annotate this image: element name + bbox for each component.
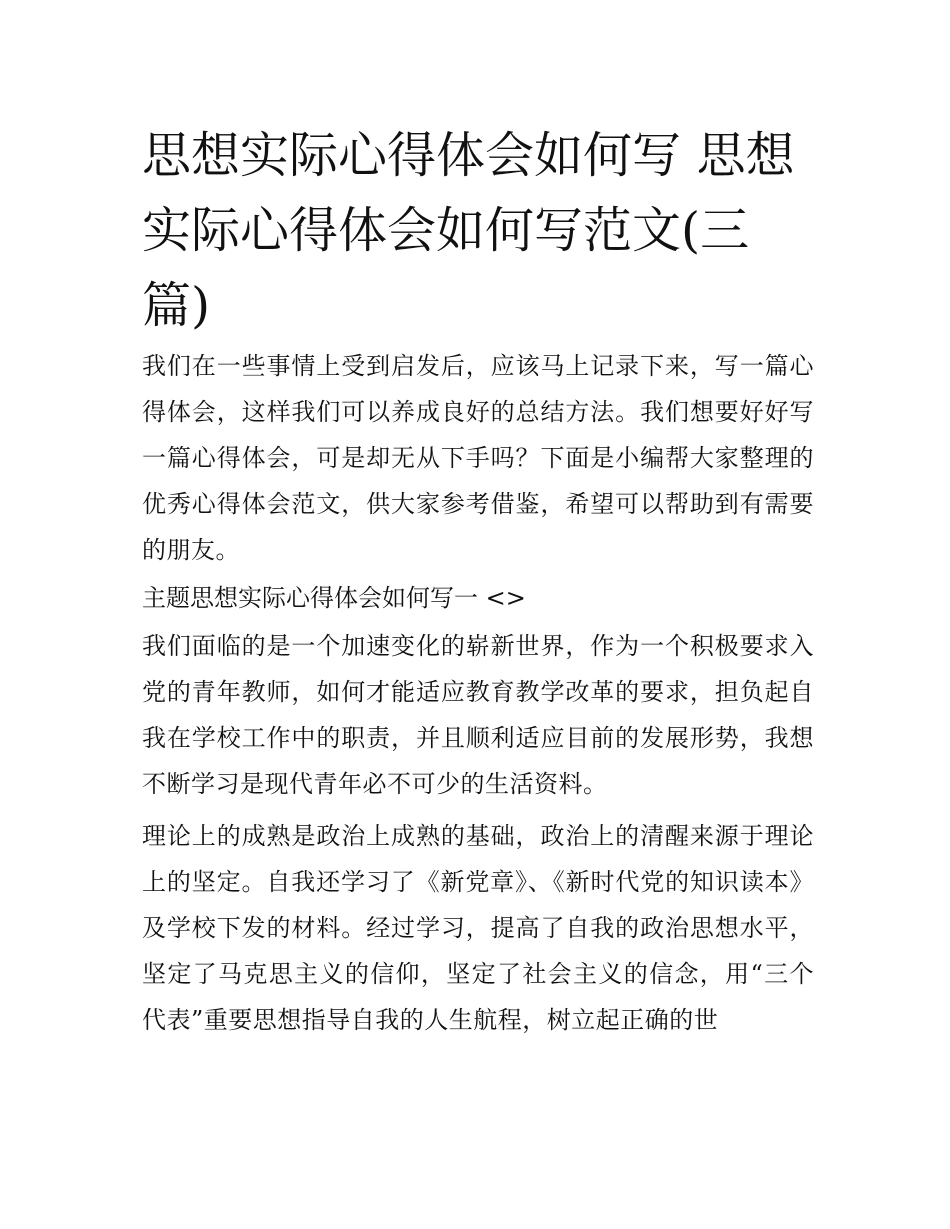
document-title: 思想实际心得体会如何写 思想实际心得体会如何写范文(三篇) xyxy=(142,127,795,334)
document-page xyxy=(142,118,814,1043)
intro-paragraph: 我们在一些事情上受到启发后，应该马上记录下来，写一篇心得体会，这样我们可以养成良好的总结方法。我们想要好好写一篇心得体会，可是却无从下手吗？下面是小编帮大家整理的优秀心得体会范文，供大家参考借鉴，希望可以帮助到有需要的朋友。 xyxy=(142,352,814,564)
body-paragraph-2: 理论上的成熟是政治上成熟的基础，政治上的清醒来源于理论上的坚定。自我还学习了《新党章》、《新时代党的知识读本》及学校下发的材料。经过学习，提高了自我的政治思想水平，坚定了马克思主义的信仰，坚定了社会主义的信念，用“三个代表”重要思想指导自我的人生航程，树立起正确的世 xyxy=(142,822,814,1034)
section-heading: 主题思想实际心得体会如何写一 <> xyxy=(142,584,526,612)
body-paragraph-1: 我们面临的是一个加速变化的崭新世界，作为一个积极要求入党的青年教师，如何才能适应教育教学改革的要求，担负起自我在学校工作中的职责，并且顺利适应目前的发展形势，我想不断学习是现代青年必不可少的生活资料。 xyxy=(142,632,814,798)
